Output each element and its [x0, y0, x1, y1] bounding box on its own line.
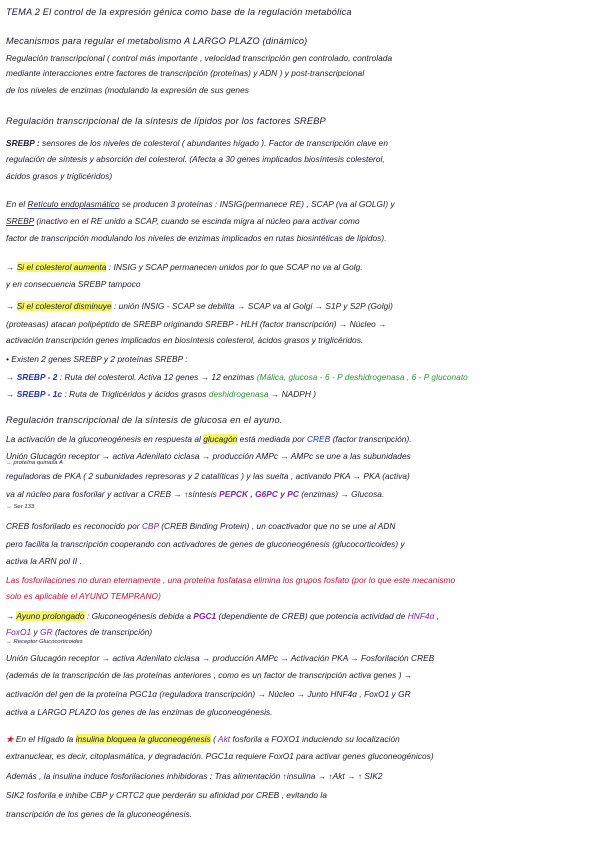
text-segment: SREBP - 2 — [16, 372, 58, 382]
text-segment: SREBP : — [6, 138, 40, 148]
text-segment: Si el colesterol disminuye — [16, 301, 112, 311]
text-line — [6, 84, 596, 96]
text-segment: PGC1 — [193, 611, 217, 621]
text-line — [6, 520, 596, 532]
text-segment: CBP — [141, 521, 159, 531]
text-line — [6, 555, 596, 567]
text-segment: activa la ARN pol II . — [6, 556, 82, 566]
text-line — [6, 488, 596, 500]
text-line — [6, 232, 596, 244]
text-line — [6, 35, 596, 47]
text-line — [6, 278, 596, 290]
text-segment: ★ — [6, 734, 16, 744]
text-segment: , — [434, 611, 440, 621]
text-line — [6, 590, 596, 602]
text-segment: mediante interacciones entre factores de transcripción (proteínas) y ADN ) y post-transcripcional — [6, 68, 365, 78]
text-line — [6, 153, 596, 165]
text-segment: (Málica, glucosa - 6 - P deshidrogenasa , 6 - P gluconato — [256, 372, 468, 382]
text-line — [6, 115, 596, 127]
text-segment: → proteína quinasa A — [6, 460, 63, 466]
text-segment: ( — [210, 734, 218, 744]
text-line — [6, 67, 596, 79]
text-segment: extranuclear, es decir, citoplasmática, y degradación. PGC1α requiere FoxO1 para activar genes gluconeogénicos) — [6, 751, 434, 761]
text-segment: : Ruta del colesterol. Activa 12 genes → 12 enzimas — [57, 372, 257, 382]
text-segment: activación del gen de la proteína PGC1α (reguladora transcripción) → Núcleo → Junto HNF4α , FoxO1 y GR — [6, 689, 411, 699]
text-line — [6, 789, 596, 801]
text-segment: TEMA 2 El control de la expresión génica como base de la regulación metabólica — [6, 7, 352, 17]
text-segment: transcripción de los genes de la gluconeogénesis. — [6, 809, 193, 819]
text-segment: Regulación transcripcional ( control más importante , velocidad transcripción gen controlado, controlada — [6, 53, 393, 63]
text-segment: activa a LARGO PLAZO los genes de las enzimas de gluconeogénesis. — [6, 707, 273, 717]
text-line — [6, 459, 596, 467]
text-segment: y en consecuencia SREBP tampoco — [6, 279, 141, 289]
text-segment: pero facilita la transcripción cooperando con activadores de genes de gluconeogénesis (glucocorticoides) y — [6, 539, 405, 549]
text-line — [6, 610, 596, 622]
text-segment: Unión Glucagón receptor → activa Adenilato ciclasa → producción AMPc → AMPc se une a las subunidades — [6, 451, 411, 461]
text-line — [6, 170, 596, 182]
text-segment: : Ruta de Triglicéridos y ácidos grasos — [62, 389, 209, 399]
text-segment: y — [31, 627, 41, 637]
text-segment: Regulación transcripcional de la síntesis de lípidos por los factores SREBP — [6, 116, 326, 126]
text-segment: de los niveles de enzimas (modulando la expresión de sus genes — [6, 85, 249, 95]
text-segment: → — [6, 301, 17, 311]
text-line — [6, 334, 596, 346]
text-segment: → — [6, 372, 17, 382]
text-line — [6, 414, 596, 426]
text-line — [6, 750, 596, 762]
text-segment: solo es aplicable el AYUNO TEMPRANO) — [6, 591, 161, 601]
text-line — [6, 371, 596, 383]
text-segment: va al núcleo para fosforilar y activar a CREB → ↑síntesis — [6, 489, 220, 499]
text-segment: Si el colesterol aumenta — [16, 262, 107, 272]
text-line — [6, 638, 596, 646]
text-segment: • Existen 2 genes SREBP y 2 proteínas SREBP : — [6, 354, 188, 364]
text-segment: → NADPH ) — [268, 389, 317, 399]
text-segment: : INSIG y SCAP permanecen unidos por lo que SCAP no va al Golg. — [106, 262, 363, 272]
text-line — [6, 215, 596, 227]
text-segment: → Receptor Glucocorticoides — [6, 639, 83, 645]
text-segment: activación transcripción genes implicados en biosíntesis colesterol, ácidos grasos y triglicéridos. — [6, 335, 364, 345]
text-segment: Además , la insulina induce fosforilaciones inhibidoras : Tras alimentación ↑insulina → ↑Akt → ↑ SIK2 — [6, 771, 383, 781]
text-segment: (enzimas) → Glucosa. — [298, 489, 385, 499]
text-segment: → Ser 133 — [6, 504, 35, 510]
text-line — [6, 538, 596, 550]
text-segment: (además de la transcripción de las proteínas anteriores , como es un factor de transcripción activa genes ) → — [6, 670, 413, 680]
text-segment: sensores de los niveles de colesterol ( abundantes hígado ). Factor de transcripción clave en — [39, 138, 388, 148]
text-segment: GR — [40, 627, 53, 637]
text-segment: Las fosforilaciones no duran eternamente , una proteína fosfatasa elimina los grupos fosfato (por lo que este mecanismo — [6, 575, 456, 585]
text-line — [6, 6, 596, 18]
text-line — [6, 353, 596, 365]
text-segment: Retículo endoplasmático — [27, 199, 120, 209]
text-segment: ácidos grasos y triglicéridos) — [6, 171, 113, 181]
text-segment: deshidrogenasa — [208, 389, 269, 399]
text-segment: Akt — [217, 734, 231, 744]
text-line — [6, 470, 596, 482]
text-line — [6, 52, 596, 64]
text-line — [6, 808, 596, 820]
text-segment: (factores de transcripción) — [52, 627, 153, 637]
text-segment: SREBP — [6, 216, 35, 226]
text-segment: En el Hígado la — [15, 734, 76, 744]
text-line — [6, 626, 596, 638]
text-segment: → — [6, 262, 17, 272]
text-segment: En el — [6, 199, 28, 209]
text-line — [6, 137, 596, 149]
text-segment: Regulación transcripcional de la síntesis de glucosa en el ayuno. — [6, 415, 283, 425]
text-segment: CREB fosforilado es reconocido por — [6, 521, 142, 531]
text-segment: La activación de la gluconeogénesis en respuesta al — [6, 434, 204, 444]
text-line — [6, 574, 596, 586]
text-line — [6, 433, 596, 445]
text-line — [6, 388, 596, 400]
text-segment: se producen 3 proteínas : INSIG(permanece RE) , SCAP (va al GOLGI) y — [119, 199, 395, 209]
text-segment: (dependiente de CREB) que potencia actividad de — [216, 611, 408, 621]
text-segment: : unión INSIG - SCAP se debilita → SCAP va al Golgi → S1P y S2P (Golgi) — [111, 301, 393, 311]
text-segment: está mediada por — [237, 434, 307, 444]
text-segment: fosforila a FOXO1 induciendo su localización — [230, 734, 400, 744]
text-segment: reguladoras de PKA ( 2 subunidades represoras y 2 catalíticas ) y las suelta , activando PKA → PKA (activa) — [6, 471, 410, 481]
text-line — [6, 770, 596, 782]
text-segment: (CREB Binding Protein) , un coactivador que no se une al ADN — [158, 521, 396, 531]
text-segment: FoxO1 — [6, 627, 32, 637]
text-segment: CREB — [306, 434, 331, 444]
text-segment: glucagón — [203, 434, 238, 444]
text-line — [6, 733, 596, 745]
text-segment: → — [6, 389, 17, 399]
text-segment: (proteasas) atacan polipéptido de SREBP originando SREBP - HLH (factor transcripción) → Núcleo → — [6, 319, 387, 329]
text-line — [6, 198, 596, 210]
text-segment: SIK2 fosforila e inhibe CBP y CRTC2 que perderán su afinidad por CREB , evitando la — [6, 790, 327, 800]
text-line — [6, 300, 596, 312]
text-segment: factor de transcripción modulando los niveles de enzimas implicados en rutas biosintéticas de lípidos). — [6, 233, 387, 243]
text-segment: → — [6, 611, 17, 621]
text-line — [6, 261, 596, 273]
text-line — [6, 318, 596, 330]
text-line — [6, 652, 596, 664]
text-segment: Ayuno prolongado — [16, 611, 85, 621]
text-segment: (factor transcripción). — [330, 434, 412, 444]
text-line — [6, 669, 596, 681]
text-line — [6, 503, 596, 511]
text-segment: regulación de síntesis y absorción del colesterol. (Afecta a 30 genes implicados biosíntesis colesterol, — [6, 154, 385, 164]
text-segment: Mecanismos para regular el metabolismo A LARGO PLAZO (dinámico) — [6, 36, 308, 46]
text-segment: Unión Glucagón receptor → activa Adenilato ciclasa → producción AMPc → Activación PKA → Fosforilación CREB — [6, 653, 435, 663]
text-line — [6, 688, 596, 700]
text-segment: HNF4α — [407, 611, 435, 621]
text-segment: PEPCK , G6PC y PC — [219, 489, 299, 499]
text-segment: : Gluconeogénesis debida a — [84, 611, 194, 621]
text-segment: SREBP - 1c — [16, 389, 63, 399]
text-line — [6, 706, 596, 718]
text-segment: (inactivo en el RE unido a SCAP, cuando se escinda migra al núcleo para activar como — [34, 216, 360, 226]
text-segment: insulina bloquea la gluconeogénesis — [75, 734, 211, 744]
